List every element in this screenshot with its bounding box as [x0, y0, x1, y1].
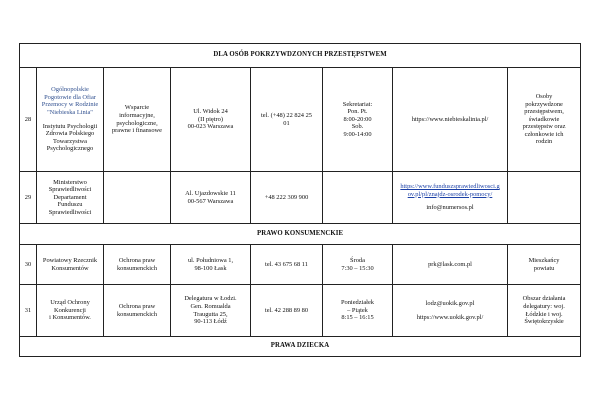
row-number: 29 — [20, 172, 37, 224]
target-line: Świętokrzyskie — [524, 318, 564, 326]
hours-line: 8:00-20:00 — [343, 115, 372, 123]
table-row-28 — [20, 68, 581, 172]
address-line: Gen. Romualda — [190, 302, 231, 310]
target-line: przestępstw oraz — [522, 123, 566, 131]
website-cell — [393, 285, 508, 337]
target-line: członkowie ich — [524, 130, 564, 138]
address-cell — [171, 245, 251, 285]
name-line: Psychologicznego — [46, 145, 94, 153]
institution-name-cell — [37, 172, 104, 224]
row-number: 28 — [20, 68, 37, 172]
name-line: Ministerstwo — [53, 178, 87, 186]
hours-line: – Piątek — [347, 306, 368, 314]
website-text: https://www.uokik.gov.pl/ — [416, 313, 484, 321]
hours-line: Poniedziałek — [340, 299, 374, 307]
address-line: ul. Południowa 1, — [187, 256, 234, 264]
email-text: prk@lask.com.pl — [428, 260, 472, 268]
support-line: Ochrona praw — [118, 256, 156, 264]
address-line: Ul. Widok 24 — [193, 108, 228, 116]
hours-line: Środa — [350, 256, 365, 264]
hours-cell — [323, 68, 393, 172]
phone-line: 01 — [283, 119, 290, 127]
row-number: 31 — [20, 285, 37, 337]
name-line: Przemocy w Rodzinie — [41, 101, 99, 109]
table-row-30 — [20, 245, 581, 285]
hours-cell — [323, 285, 393, 337]
hours-cell — [323, 245, 393, 285]
address-line: 00-567 Warszawa — [187, 197, 234, 205]
website-cell — [393, 245, 508, 285]
target-group-cell — [508, 68, 581, 172]
name-line: Konsumentów — [51, 264, 89, 272]
support-line: informacyjne, — [119, 111, 155, 119]
support-line: Ochrona praw — [118, 302, 156, 310]
target-line: Mieszkańcy — [528, 256, 560, 264]
phone-cell — [251, 68, 323, 172]
email-text: lodz@uokik.gov.pl — [425, 299, 475, 307]
address-line: Traugutta 25, — [193, 310, 228, 318]
hours-line: 9:00-14:00 — [343, 130, 372, 138]
support-type-cell — [104, 285, 171, 337]
name-line: Departament — [53, 193, 87, 201]
target-group-cell — [508, 285, 581, 337]
phone-cell: tel. 43 675 68 11 — [251, 245, 323, 285]
fund-website-link-cont[interactable]: ov.pl/pl/znajdz-osrodek-pomocy/ — [407, 190, 493, 198]
support-type-cell — [104, 245, 171, 285]
name-line: Ogólnopolskie — [51, 86, 89, 94]
section-header-row — [20, 337, 581, 357]
section-header-row — [20, 44, 581, 68]
target-line: przestępstwem, — [524, 108, 564, 116]
institution-name-cell — [37, 68, 104, 172]
target-line: Osoby — [535, 93, 553, 101]
name-line: Instytutu Psychologii — [42, 122, 98, 130]
support-line: prawne i finansowe — [111, 127, 163, 135]
phone-line: tel. (+48) 22 824 25 — [261, 111, 312, 119]
name-line: i Konsumentów. — [49, 314, 91, 322]
name-line: Sprawiedliwości — [48, 186, 92, 194]
address-line: (II piętro) — [197, 115, 224, 123]
hours-line: 8:15 – 16:15 — [341, 314, 374, 322]
support-line: konsumenckich — [116, 310, 158, 318]
email-text: info@numersos.pl — [426, 204, 474, 212]
hours-line: Pon. Pt. — [347, 108, 368, 116]
name-line: Towarzystwa — [53, 137, 87, 145]
support-type-cell — [104, 68, 171, 172]
hours-line: Sekretariat: — [342, 100, 373, 108]
hours-cell — [323, 172, 393, 224]
address-cell — [171, 68, 251, 172]
support-line: konsumenckich — [116, 264, 158, 272]
target-line: świadkowie — [528, 115, 560, 123]
section-title-consumer: PRAWO KONSUMENCKIE — [20, 224, 581, 245]
name-line: Urząd Ochrony — [50, 299, 90, 307]
target-group-cell — [508, 245, 581, 285]
section-header-row — [20, 224, 581, 245]
name-line: Zdrowia Polskiego — [45, 130, 95, 138]
hours-line: 7:30 – 15:30 — [341, 264, 374, 272]
target-line: pokrzywdzone — [525, 100, 563, 108]
name-line: Funduszu — [57, 201, 83, 209]
fund-website-link[interactable]: https://www.funduszsprawiedliwosci.g — [400, 183, 500, 191]
target-line: rodzin — [535, 138, 553, 146]
website-text: https://www.niebieskalinia.pl/ — [411, 115, 489, 123]
name-line: Powiatowy Rzecznik — [42, 256, 98, 264]
address-line: 98-100 Łask — [194, 264, 227, 272]
website-cell — [393, 172, 508, 224]
address-cell — [171, 172, 251, 224]
target-group-cell — [508, 172, 581, 224]
section-title-victims: DLA OSÓB POKRZYWDZONYCH PRZESTĘPSTWEM — [20, 44, 581, 68]
address-line: Al. Ujazdowskie 11 — [185, 189, 236, 197]
row-number: 30 — [20, 245, 37, 285]
help-directory-table — [19, 43, 581, 357]
name-line: Pogotowie dla Ofiar — [44, 93, 96, 101]
institution-name-cell — [37, 245, 104, 285]
phone-cell: +48 222 309 900 — [251, 172, 323, 224]
name-line: Konkurencji — [54, 306, 86, 314]
table-row-31 — [20, 285, 581, 337]
support-line: Wsparcie — [124, 104, 150, 112]
phone-cell: tel. 42 288 89 80 — [251, 285, 323, 337]
hours-line: Sob. — [351, 123, 364, 131]
address-line: Delegatura w Łodzi. — [184, 295, 237, 303]
address-cell — [171, 285, 251, 337]
target-line: delegatury: woj. — [523, 302, 565, 310]
website-cell — [393, 68, 508, 172]
support-type-cell — [104, 172, 171, 224]
institution-name-cell — [37, 285, 104, 337]
address-line: 00-023 Warszawa — [187, 123, 234, 131]
target-line: Łódzkie i woj. — [525, 310, 563, 318]
section-title-child: PRAWA DZIECKA — [20, 337, 581, 357]
table-row-29 — [20, 172, 581, 224]
name-line: "Niebieska Linia" — [47, 108, 93, 116]
name-line: Sprawiedliwości — [48, 208, 92, 216]
support-line: psychologiczne, — [116, 119, 158, 127]
target-line: powiatu — [533, 264, 555, 272]
address-line: 90-113 Łódź — [194, 318, 227, 326]
target-line: Obszar działania — [522, 295, 566, 303]
